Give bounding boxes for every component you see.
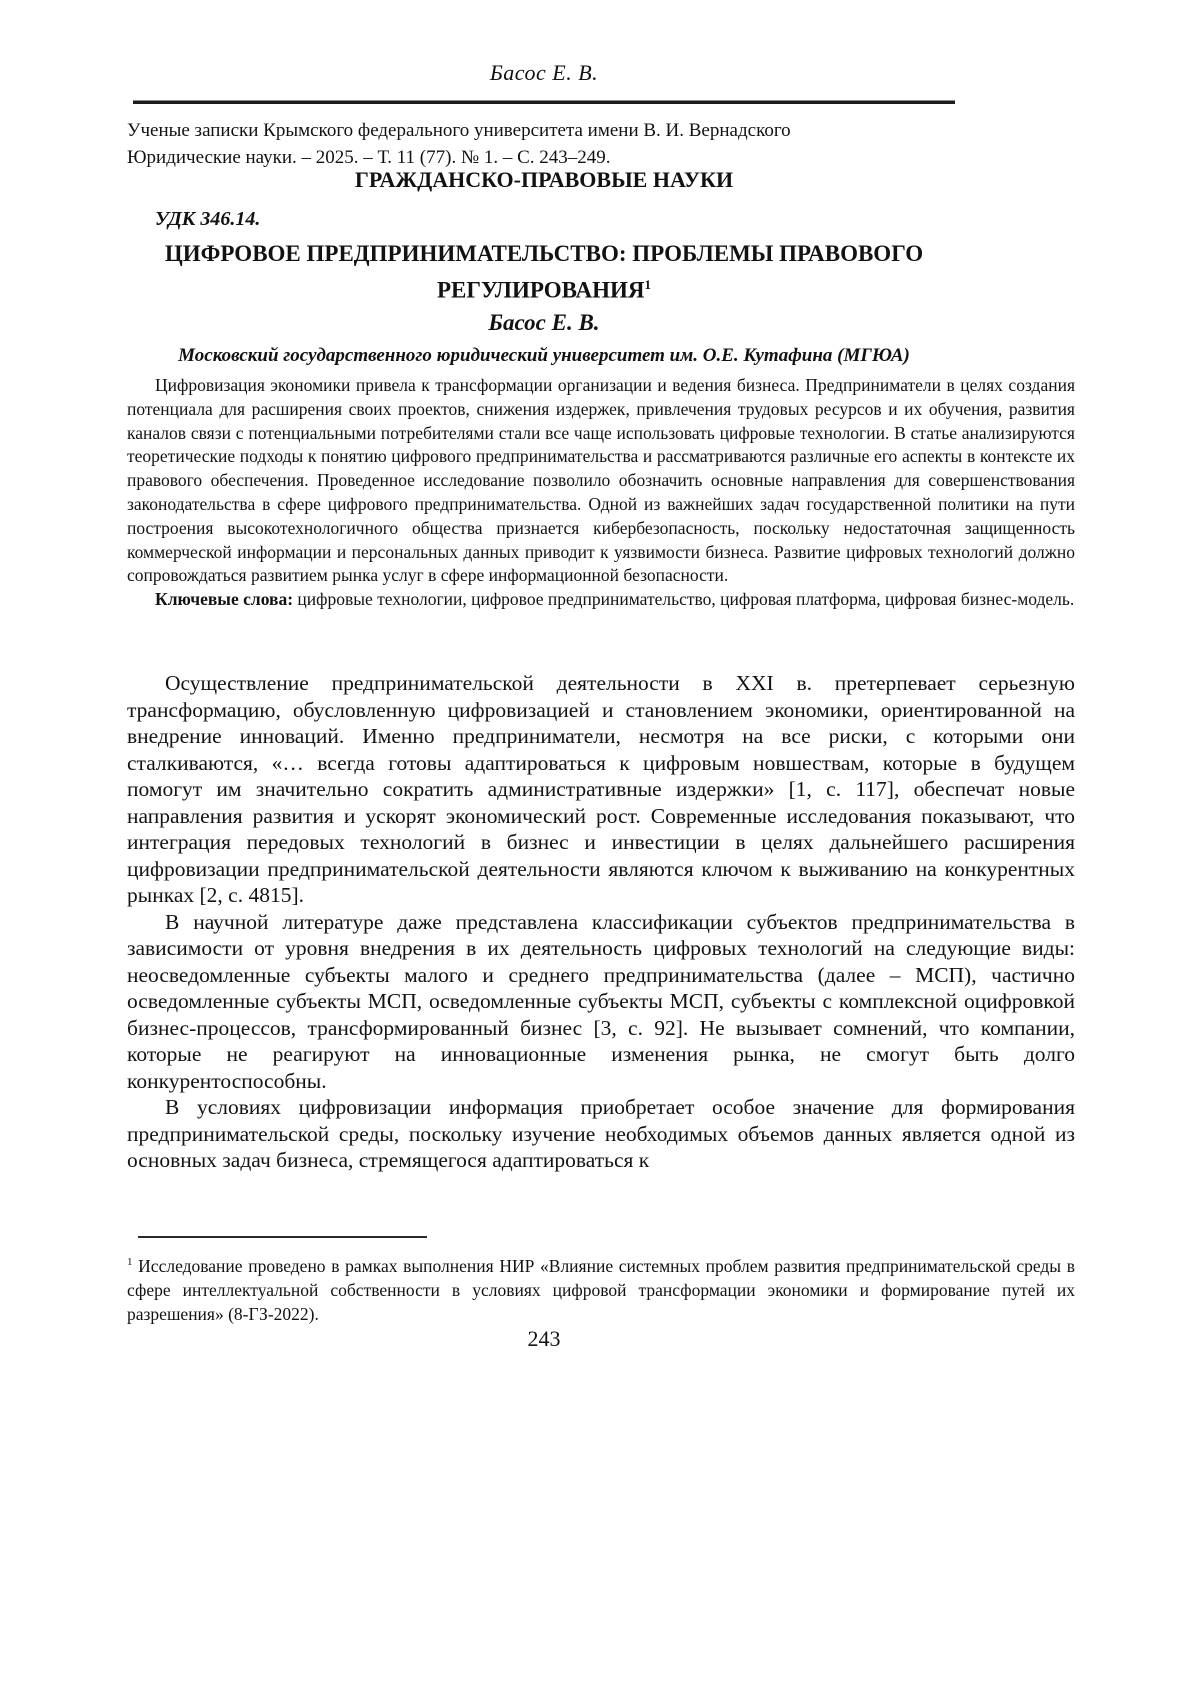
author-affiliation: Московский государственного юридический университет им. О.Е. Кутафина (МГЮА) xyxy=(178,345,910,366)
body-paragraph-2: В научной литературе даже представлена классификации субъектов предпринимательства в зависимости от уровня внедрения в их деятельность цифровых технологий на следующие виды: неосведомленные субъекты малого и среднего предпринимательства (далее – МСП), частично осведомленные субъекты МСП, осведомленные субъекты МСП, субъекты с комплексной оцифровкой бизнес-процессов, трансформированный бизнес [3, с. 92]. Не вызывает сомнений, что компании, которые не реагируют на инновационные изменения рынка, не смогут быть долго конкурентоспособны. xyxy=(127,909,1075,1093)
journal-citation-line2: Юридические науки. – 2025. – Т. 11 (77). № 1. – С. 243–249. xyxy=(127,147,611,168)
running-head: Басос Е. В. xyxy=(489,60,599,85)
footnote xyxy=(127,1250,1075,1326)
footnote-marker: 1 xyxy=(127,1256,133,1268)
body-paragraph-3: В условиях цифровизации информация приобретает особое значение для формирования предпринимательской среды, поскольку изучение необходимых объемов данных является одной из основных задач бизнеса, стремящегося адаптироваться к xyxy=(127,1095,1075,1172)
keywords-paragraph xyxy=(127,588,1075,612)
journal-citation xyxy=(127,117,1075,171)
footnote-separator xyxy=(138,1236,427,1238)
abstract-block xyxy=(127,374,1075,612)
article-body xyxy=(127,670,1075,1174)
section-heading: ГРАЖДАНСКО-ПРАВОВЫЕ НАУКИ xyxy=(354,167,734,192)
keywords-text: цифровые технологии, цифровое предпринимательство, цифровая платформа, цифровая бизнес-модель. xyxy=(293,589,1075,610)
author-name: Басос Е. В. xyxy=(488,310,600,335)
journal-citation-line1: Ученые записки Крымского федерального университета имени В. И. Вернадского xyxy=(127,120,791,141)
title-footnote-ref: 1 xyxy=(644,277,652,292)
footnote-text: Исследование проведено в рамках выполнения НИР «Влияние системных проблем развития предпринимательской среды в сфере интеллектуальной собственности в условиях цифровой трансформации экономики и формирование путей их разрешения» (8-ГЗ-2022). xyxy=(127,1255,1075,1324)
udc-code: УДК 346.14. xyxy=(155,208,261,230)
article-title xyxy=(133,238,955,306)
page-number: 243 xyxy=(527,1326,561,1351)
article-title-line1: ЦИФРОВОЕ ПРЕДПРИНИМАТЕЛЬСТВО: ПРОБЛЕМЫ ПРАВОВОГО xyxy=(164,241,924,266)
header-rule xyxy=(133,100,955,104)
article-title-line2-text: РЕГУЛИРОВАНИЯ xyxy=(436,277,645,303)
body-paragraph-1: Осуществление предпринимательской деятельности в XXI в. претерпевает серьезную трансформацию, обусловленную цифровизацией и становлением экономики, ориентированной на внедрение инноваций. Именно предприниматели, несмотря на все риски, с которыми они сталкиваются, «… всегда готовы адаптироваться к цифровым новшествам, которые в будущем помогут им значительно сократить административные издержки» [1, с. 117], обеспечат новые направления развития и ускорят экономический рост. Современные исследования показывают, что интеграция передовых технологий в бизнес и инвестиции в целях дальнейшего расширения цифровизации предпринимательской деятельности являются ключом к выживанию на конкурентных рынках [2, с. 4815]. xyxy=(127,671,1075,907)
keywords-label: Ключевые слова: xyxy=(155,589,294,610)
article-title-line2 xyxy=(133,269,955,306)
abstract-text: Цифровизация экономики привела к трансформации организации и ведения бизнеса. Предприниматели в целях создания потенциала для расширения своих проектов, снижения издержек, привлечения трудовых ресурсов и их обучения, развития каналов связи с потенциальными потребителями стали все чаще использовать цифровые технологии. В статье анализируются теоретические подходы к понятию цифрового предпринимательства и рассматриваются различные его аспекты в контексте их правового обеспечения. Проведенное исследование позволило обозначить основные направления для совершенствования законодательства в сфере цифрового предпринимательства. Одной из важнейших задач государственной политики на пути построения высокотехнологичного общества признается кибербезопасность, поскольку недостаточная защищенность коммерческой информации и персональных данных приводит к уязвимости бизнеса. Развитие цифровых технологий должно сопровождаться развитием рынка услуг в сфере информационной безопасности. xyxy=(127,375,1075,586)
